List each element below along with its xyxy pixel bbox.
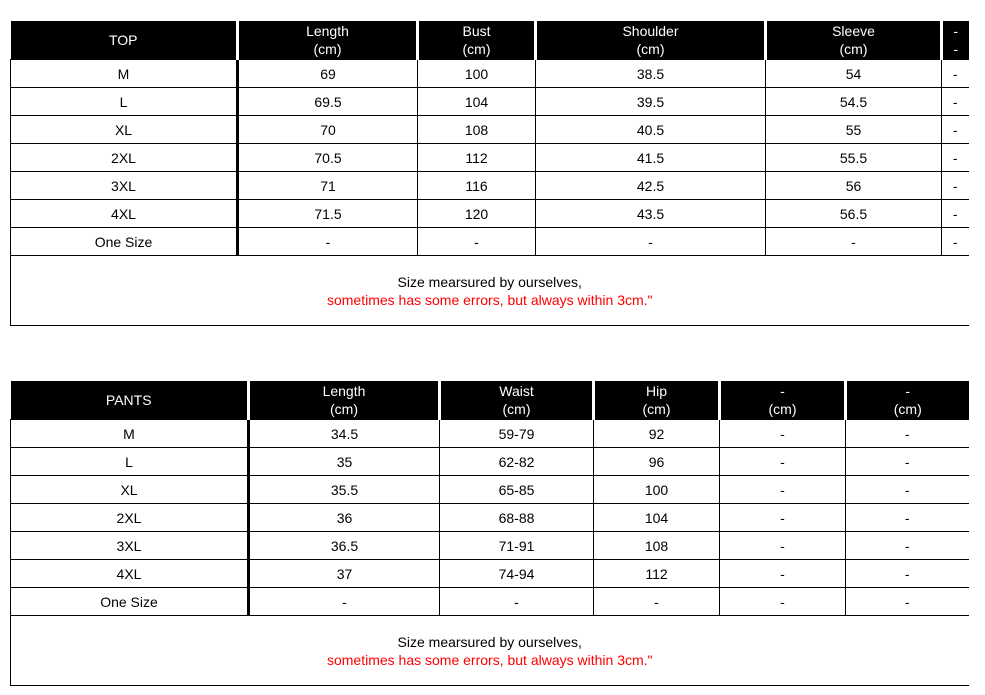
table-row [11, 172, 969, 200]
table-cell: 36.5 [249, 532, 440, 560]
note-line-1: Size mearsured by ourselves, [397, 273, 582, 290]
size-label: M [11, 420, 249, 448]
pants-size-table [10, 381, 969, 686]
table-cell: - [720, 420, 846, 448]
table-cell: - [846, 448, 969, 476]
table-cell: - [942, 228, 969, 256]
table-cell: - [418, 228, 536, 256]
table-cell: 112 [418, 144, 536, 172]
table-cell: - [249, 588, 440, 616]
top-header-shoulder: Shoulder (cm) [536, 21, 766, 60]
table-cell: 59-79 [440, 420, 594, 448]
top-header-category: TOP [11, 21, 238, 60]
table-row [11, 88, 969, 116]
table-row [11, 532, 969, 560]
pants-header-waist: Waist (cm) [440, 381, 594, 420]
table-cell: 96 [594, 448, 720, 476]
table-cell: - [720, 532, 846, 560]
note-line-2: sometimes has some errors, but always within 3cm." [326, 651, 653, 668]
table-cell: 71 [238, 172, 418, 200]
table-cell: - [846, 420, 969, 448]
table-cell: - [942, 60, 969, 88]
table-cell: 100 [594, 476, 720, 504]
table-cell: 35.5 [249, 476, 440, 504]
table-cell: - [440, 588, 594, 616]
table-cell: - [846, 560, 969, 588]
table-cell: 71-91 [440, 532, 594, 560]
table-cell: 104 [418, 88, 536, 116]
table-cell: 69 [238, 60, 418, 88]
table-row [11, 560, 969, 588]
table-cell: - [846, 504, 969, 532]
table-cell: 74-94 [440, 560, 594, 588]
table-cell: - [942, 144, 969, 172]
table-cell: 112 [594, 560, 720, 588]
table-cell: - [942, 200, 969, 228]
size-label: 2XL [11, 144, 238, 172]
table-row [11, 504, 969, 532]
table-cell: 55 [766, 116, 942, 144]
table-cell: - [846, 476, 969, 504]
table-cell: 38.5 [536, 60, 766, 88]
top-header-row [11, 21, 969, 60]
table-cell: 39.5 [536, 88, 766, 116]
pants-header-length: Length (cm) [249, 381, 440, 420]
pants-header-row [11, 381, 969, 420]
table-cell: 68-88 [440, 504, 594, 532]
top-header-sleeve: Sleeve (cm) [766, 21, 942, 60]
table-cell: 71.5 [238, 200, 418, 228]
table-cell: 35 [249, 448, 440, 476]
table-cell: 100 [418, 60, 536, 88]
size-label: M [11, 60, 238, 88]
note-row [11, 616, 969, 686]
table-cell: - [942, 88, 969, 116]
note-line-1: Size mearsured by ourselves, [397, 633, 582, 650]
size-label: 3XL [11, 532, 249, 560]
table-cell: - [720, 588, 846, 616]
table-row [11, 116, 969, 144]
table-row [11, 200, 969, 228]
table-row [11, 588, 969, 616]
top-header-extra: - - [942, 21, 969, 60]
table-cell: - [846, 588, 969, 616]
table-cell: 42.5 [536, 172, 766, 200]
table-cell: 55.5 [766, 144, 942, 172]
top-header-bust: Bust (cm) [418, 21, 536, 60]
table-cell: 40.5 [536, 116, 766, 144]
table-cell: 70 [238, 116, 418, 144]
size-label: XL [11, 116, 238, 144]
size-label: 4XL [11, 560, 249, 588]
table-cell: - [942, 116, 969, 144]
table-cell: 54 [766, 60, 942, 88]
table-cell: 70.5 [238, 144, 418, 172]
table-cell: 37 [249, 560, 440, 588]
pants-header-extra-1: - (cm) [720, 381, 846, 420]
table-cell: 56.5 [766, 200, 942, 228]
table-cell: - [720, 560, 846, 588]
pants-header-hip: Hip (cm) [594, 381, 720, 420]
table-cell: - [720, 448, 846, 476]
pants-header-category: PANTS [11, 381, 249, 420]
table-cell: 108 [594, 532, 720, 560]
size-label: One Size [11, 588, 249, 616]
table-cell: 69.5 [238, 88, 418, 116]
table-cell: 108 [418, 116, 536, 144]
top-header-length: Length (cm) [238, 21, 418, 60]
table-cell: 56 [766, 172, 942, 200]
size-label: XL [11, 476, 249, 504]
pants-header-extra-2: - (cm) [846, 381, 969, 420]
table-cell: 43.5 [536, 200, 766, 228]
size-label: L [11, 88, 238, 116]
table-cell: 120 [418, 200, 536, 228]
table-cell: - [536, 228, 766, 256]
top-size-table [10, 21, 969, 326]
table-cell: 65-85 [440, 476, 594, 504]
measurement-note [11, 256, 969, 326]
size-label: 2XL [11, 504, 249, 532]
table-row [11, 60, 969, 88]
size-label: One Size [11, 228, 238, 256]
table-row [11, 476, 969, 504]
table-cell: 62-82 [440, 448, 594, 476]
table-cell: - [766, 228, 942, 256]
size-label: 3XL [11, 172, 238, 200]
size-label: L [11, 448, 249, 476]
table-cell: - [720, 476, 846, 504]
table-cell: 54.5 [766, 88, 942, 116]
size-label: 4XL [11, 200, 238, 228]
note-row [11, 256, 969, 326]
table-cell: - [720, 504, 846, 532]
table-cell: 34.5 [249, 420, 440, 448]
table-cell: - [942, 172, 969, 200]
table-cell: 116 [418, 172, 536, 200]
table-cell: 104 [594, 504, 720, 532]
table-row [11, 448, 969, 476]
table-cell: - [846, 532, 969, 560]
table-cell: 92 [594, 420, 720, 448]
table-row [11, 420, 969, 448]
table-cell: - [238, 228, 418, 256]
table-cell: 36 [249, 504, 440, 532]
table-row [11, 144, 969, 172]
measurement-note [11, 616, 969, 686]
table-row [11, 228, 969, 256]
table-cell: 41.5 [536, 144, 766, 172]
table-cell: - [594, 588, 720, 616]
note-line-2: sometimes has some errors, but always within 3cm." [326, 291, 653, 308]
